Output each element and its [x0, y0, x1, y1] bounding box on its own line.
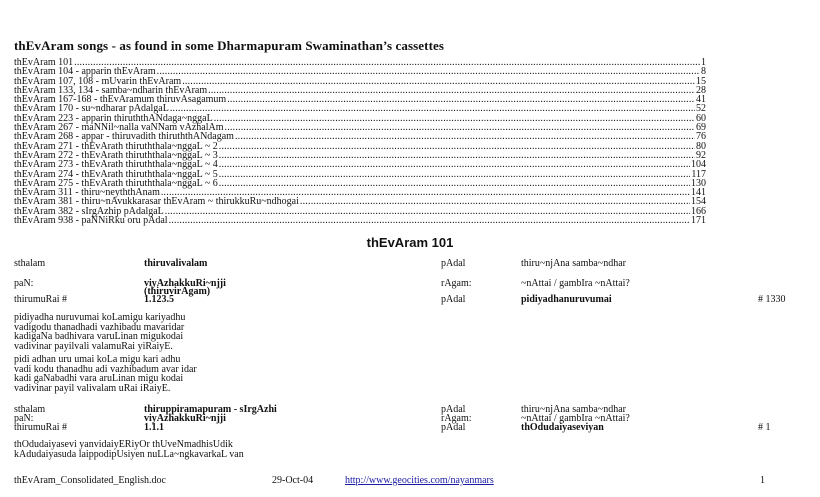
sthalam-label: sthalam [14, 404, 46, 415]
toc-entry-label: thEvAram 170 - su~ndharar pAdalgaL [14, 103, 169, 115]
padal-label-2: pAdal [441, 422, 466, 433]
toc-entry-label: thEvAram 274 - thEvArath thiruththala~nggaL ~ 5 [14, 168, 218, 180]
toc-entry-label: thEvAram 268 - appar - thiruvadith thiruththANdagam [14, 131, 234, 143]
thirumurai-label: thirumuRai # [14, 294, 68, 305]
toc-entry-label: thEvAram 381 - thiru~nAvukkarasar thEvAram ~ thirukkuRu~ndhogai [14, 196, 299, 208]
toc-leader-dots [219, 160, 690, 169]
toc-entry-label: thEvAram 271 - thEvArath thiruththala~nggaL ~ 2 [14, 140, 218, 152]
toc-entry-page: 8 [701, 66, 706, 78]
verse-line: thOdudaiyasevi yanvidaiyERiyOr thUveNmadhisUdik [14, 439, 233, 450]
padal-number: # 1 [758, 422, 771, 433]
toc-leader-dots [214, 114, 695, 123]
toc-entry-page: 52 [696, 103, 706, 115]
section-heading: thEvAram 101 [366, 235, 454, 250]
toc-entry-label: thEvAram 167-168 - thEvAramum thiruvAsagamum [14, 94, 227, 106]
toc-entry-page: 92 [696, 149, 706, 161]
toc-entry-page: 15 [696, 75, 706, 87]
pan-value-alt: (thiruvirAgam) [144, 286, 211, 297]
toc-leader-dots [219, 170, 691, 179]
ragam-label: rAgam: [441, 278, 472, 289]
footer-url-link[interactable]: http://www.geocities.com/nayanmars [345, 475, 494, 486]
padal-number: # 1330 [758, 294, 786, 305]
toc-leader-dots [170, 104, 695, 113]
toc-entry-page: 41 [696, 94, 706, 106]
toc-leader-dots [165, 207, 690, 216]
toc-leader-dots [225, 123, 695, 132]
footer-date: 29-Oct-04 [272, 475, 314, 486]
toc-leader-dots [227, 95, 695, 104]
toc-entry-label: thEvAram 267 - maNNil~nalla vaNNam vAzhalAm [14, 122, 224, 134]
padal-name: pidiyadhanuruvumai [521, 294, 612, 305]
toc-entry-page: 69 [696, 122, 706, 134]
pan-label: paN: [14, 278, 34, 289]
toc-entry-label: thEvAram 223 - apparin thiruththANdaga~nggaL [14, 112, 213, 124]
sthalam-value: thiruppiramapuram - sIrgAzhi [144, 404, 277, 415]
toc-leader-dots [235, 132, 695, 141]
padal-label: pAdal [441, 404, 466, 415]
toc-entry-page: 60 [696, 112, 706, 124]
toc-entry-page: 28 [696, 84, 706, 96]
toc-entry-page: 80 [696, 140, 706, 152]
document-title: thEvAram songs - as found in some Dharmapuram Swaminathan’s cassettes [14, 38, 445, 53]
toc-entry-page: 166 [691, 205, 706, 217]
padal-label: pAdal [441, 258, 466, 269]
toc-entry-page: 171 [691, 215, 706, 227]
toc-entry-label: thEvAram 382 - sIrgAzhip pAdalgaL [14, 205, 164, 217]
toc-leader-dots [74, 58, 700, 67]
verse-split [14, 355, 197, 393]
toc-leader-dots [157, 67, 700, 76]
toc-entry-label: thEvAram 938 - paNNiRku oru pAdal [14, 215, 168, 227]
ragam-value: ~nAttai / gambIra ~nAttai? [521, 278, 630, 289]
verse-line: pidiyadha nuruvumai koLamigu kariyadhu [14, 312, 186, 323]
toc-entry-page: 130 [691, 177, 706, 189]
verse-line: pidi adhan uru umai koLa migu kari adhu [14, 354, 181, 365]
verse-line: kAdudaiyasuda laippodipUsiyen nuLLa~ngkavarkaL van [14, 448, 244, 460]
toc-leader-dots [208, 86, 695, 95]
toc-entry-page: 117 [691, 168, 706, 180]
toc-entry-label: thEvAram 107, 108 - mUvarin thEvAram [14, 75, 182, 87]
toc-entry-label: thEvAram 275 - thEvArath thiruththala~nggaL ~ 6 [14, 177, 218, 189]
ragam-label: rAgam: [441, 413, 472, 424]
verse-line: kadigaNa badhivara varuLinan migukodai [14, 331, 184, 342]
padal-name: thOdudaiyaseviyan [521, 422, 604, 433]
thirumurai-value: 1.1.1 [144, 422, 164, 433]
verse-line: vadivinar payil valivalam uRai iRaiyE. [14, 382, 171, 394]
verse-tamil [14, 313, 185, 351]
toc-entry-label: thEvAram 104 - apparin thEvAram [14, 66, 156, 78]
verse-line: vadigodu thanadhadi vazhibadu mavaridar [14, 321, 185, 333]
toc-leader-dots [219, 179, 690, 188]
pan-label: paN: [14, 413, 34, 424]
toc-entry-page: 1 [701, 57, 706, 68]
verse-tamil [14, 440, 244, 459]
toc-entry-page: 104 [691, 159, 706, 171]
sthalam-label: sthalam [14, 258, 46, 269]
thirumurai-value: 1.123.5 [144, 294, 174, 305]
toc-leader-dots [300, 197, 690, 206]
toc-entry-page: 76 [696, 131, 706, 143]
toc-entry-label: thEvAram 101 [14, 57, 74, 68]
composer: thiru~njAna samba~ndhar [521, 404, 626, 415]
verse-line: kadi gaNabadhi vara aruLinan migu kodai [14, 373, 184, 384]
toc-leader-dots [219, 142, 695, 151]
toc-entry-label: thEvAram 133, 134 - samba~ndharin thEvAram [14, 84, 208, 96]
pan-value: viyAzhakkuRi~njji [144, 413, 226, 424]
toc-leader-dots [219, 151, 695, 160]
pan-value: viyAzhakkuRi~njji [144, 278, 226, 289]
footer-filename: thEvAram_Consolidated_English.doc [14, 475, 166, 486]
verse-line: vadivinar payilvali valamuRai yiRaiyE. [14, 340, 173, 352]
toc-entry[interactable] [14, 216, 706, 225]
toc-leader-dots [169, 216, 690, 225]
toc-entry-label: thEvAram 273 - thEvArath thiruththala~nggaL ~ 4 [14, 159, 218, 171]
ragam-value: ~nAttai / gambIra ~nAttai? [521, 413, 630, 424]
thirumurai-label: thirumuRai # [14, 422, 68, 433]
toc-leader-dots [182, 77, 695, 86]
toc-entry-page: 141 [691, 187, 706, 199]
table-of-contents [14, 58, 706, 225]
toc-entry-label: thEvAram 311 - thiru~neyththAnam [14, 187, 160, 199]
padal-label-2: pAdal [441, 294, 466, 305]
footer-page-number: 1 [760, 475, 765, 486]
sthalam-value: thiruvalivalam [144, 258, 208, 269]
verse-line: vadi kodu thanadhu adi vazhibadum avar idar [14, 363, 197, 375]
toc-entry-label: thEvAram 272 - thEvArath thiruththala~nggaL ~ 3 [14, 149, 218, 161]
toc-entry-page: 154 [691, 196, 706, 208]
composer: thiru~njAna samba~ndhar [521, 258, 626, 269]
